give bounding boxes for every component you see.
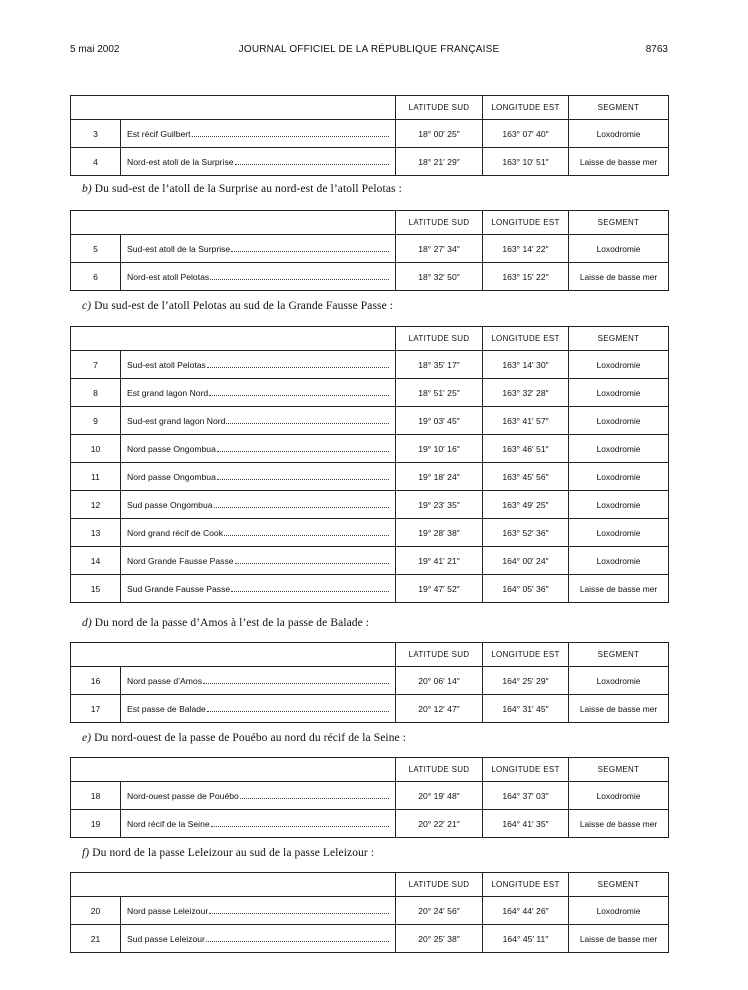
header-latitude: LATITUDE SUD [396, 211, 483, 235]
dotted-leader [231, 250, 389, 252]
point-number: 15 [71, 575, 121, 603]
header-segment: SEGMENT [569, 96, 669, 120]
table-row [71, 519, 669, 547]
point-description-cell [121, 120, 396, 148]
dotted-leader [203, 682, 389, 684]
point-description-cell [121, 351, 396, 379]
point-description-cell [121, 263, 396, 291]
longitude-value: 164° 00′ 24″ [483, 547, 569, 575]
point-description: Nord récif de la Seine [127, 818, 210, 829]
point-description-cell [121, 148, 396, 176]
point-description-cell [121, 782, 396, 810]
table-header-row [71, 758, 669, 782]
latitude-value: 20° 22′ 21″ [396, 810, 483, 838]
header-segment: SEGMENT [569, 327, 669, 351]
longitude-value: 163° 15′ 22″ [483, 263, 569, 291]
dotted-leader [224, 534, 389, 536]
latitude-value: 19° 18′ 24″ [396, 463, 483, 491]
header-longitude: LONGITUDE EST [483, 873, 569, 897]
table-header-row [71, 873, 669, 897]
segment-value: Loxodromie [569, 120, 669, 148]
point-description-cell [121, 491, 396, 519]
dotted-leader [226, 422, 389, 424]
latitude-value: 20° 25′ 38″ [396, 925, 483, 953]
longitude-value: 163° 41′ 57″ [483, 407, 569, 435]
longitude-value: 164° 45′ 11″ [483, 925, 569, 953]
latitude-value: 19° 23′ 35″ [396, 491, 483, 519]
segment-value: Loxodromie [569, 351, 669, 379]
segment-value: Loxodromie [569, 235, 669, 263]
header-latitude: LATITUDE SUD [396, 96, 483, 120]
table-row [71, 120, 669, 148]
point-description: Nord passe d’Amos [127, 675, 202, 686]
latitude-value: 18° 35′ 17″ [396, 351, 483, 379]
table-row [71, 547, 669, 575]
latitude-value: 18° 51′ 25″ [396, 379, 483, 407]
section-caption-text: Du nord-ouest de la passe de Pouébo au nord du récif de la Seine : [94, 732, 407, 744]
latitude-value: 19° 03′ 45″ [396, 407, 483, 435]
segment-value: Loxodromie [569, 379, 669, 407]
dotted-leader [206, 940, 389, 942]
coordinates-table [70, 326, 669, 603]
table-row [71, 435, 669, 463]
table-header-row [71, 211, 669, 235]
header-latitude: LATITUDE SUD [396, 873, 483, 897]
segment-value: Loxodromie [569, 897, 669, 925]
table-row [71, 782, 669, 810]
point-description: Nord grand récif de Cook [127, 527, 224, 538]
dotted-leader [210, 278, 389, 280]
header-latitude: LATITUDE SUD [396, 327, 483, 351]
segment-value: Loxodromie [569, 667, 669, 695]
latitude-value: 18° 32′ 50″ [396, 263, 483, 291]
point-number: 7 [71, 351, 121, 379]
table-row [71, 667, 669, 695]
point-description: Est passe de Balade [127, 703, 206, 714]
segment-value: Laisse de basse mer [569, 148, 669, 176]
dotted-leader [192, 135, 389, 137]
longitude-value: 164° 31′ 45″ [483, 695, 569, 723]
segment-value: Loxodromie [569, 407, 669, 435]
point-number: 5 [71, 235, 121, 263]
coordinates-table [70, 210, 669, 291]
point-description-cell [121, 695, 396, 723]
header-blank-cell [71, 643, 121, 667]
dotted-leader [217, 478, 389, 480]
header-longitude: LONGITUDE EST [483, 211, 569, 235]
table-row [71, 491, 669, 519]
point-description: Nord-est atoll Pelotas [127, 271, 210, 282]
segment-value: Loxodromie [569, 782, 669, 810]
section-letter: e) [82, 732, 92, 744]
table-header-row [71, 96, 669, 120]
point-number: 21 [71, 925, 121, 953]
section-caption-text: Du nord de la passe Leleizour au sud de la passe Leleizour : [92, 847, 375, 859]
dotted-leader [209, 912, 389, 914]
point-description-cell [121, 547, 396, 575]
header-latitude: LATITUDE SUD [396, 758, 483, 782]
segment-value: Laisse de basse mer [569, 263, 669, 291]
header-blank-cell [121, 96, 396, 120]
latitude-value: 20° 19′ 48″ [396, 782, 483, 810]
point-description-cell [121, 379, 396, 407]
longitude-value: 163° 14′ 22″ [483, 235, 569, 263]
point-description: Sud passe Ongombua [127, 499, 213, 510]
point-description-cell [121, 667, 396, 695]
dotted-leader [214, 506, 389, 508]
longitude-value: 164° 25′ 29″ [483, 667, 569, 695]
longitude-value: 163° 52′ 36″ [483, 519, 569, 547]
dotted-leader [231, 590, 389, 592]
table-header-row [71, 643, 669, 667]
header-journal-title: JOURNAL OFFICIEL DE LA RÉPUBLIQUE FRANÇAISE [238, 44, 500, 55]
point-number: 16 [71, 667, 121, 695]
point-description-cell [121, 897, 396, 925]
table-row [71, 810, 669, 838]
latitude-value: 20° 12′ 47″ [396, 695, 483, 723]
table-row [71, 463, 669, 491]
longitude-value: 164° 37′ 03″ [483, 782, 569, 810]
section-caption-text: Du nord de la passe d’Amos à l’est de la passe de Balade : [94, 617, 370, 629]
header-segment: SEGMENT [569, 643, 669, 667]
header-blank-cell [71, 211, 121, 235]
coordinates-table [70, 95, 669, 176]
section-caption [82, 183, 402, 195]
latitude-value: 20° 06′ 14″ [396, 667, 483, 695]
header-blank-cell [71, 873, 121, 897]
point-number: 18 [71, 782, 121, 810]
table-row [71, 407, 669, 435]
latitude-value: 19° 41′ 21″ [396, 547, 483, 575]
header-longitude: LONGITUDE EST [483, 643, 569, 667]
latitude-value: 20° 24′ 56″ [396, 897, 483, 925]
header-segment: SEGMENT [569, 873, 669, 897]
point-description: Nord passe Leleizour [127, 905, 209, 916]
point-description: Nord Grande Fausse Passe [127, 555, 234, 566]
segment-value: Loxodromie [569, 547, 669, 575]
point-description: Sud passe Leleizour [127, 933, 205, 944]
section-letter: b) [82, 183, 92, 195]
header-page-number: 8763 [645, 44, 668, 55]
longitude-value: 164° 05′ 36″ [483, 575, 569, 603]
point-description: Nord passe Ongombua [127, 471, 216, 482]
point-number: 8 [71, 379, 121, 407]
longitude-value: 163° 32′ 28″ [483, 379, 569, 407]
point-description-cell [121, 575, 396, 603]
header-segment: SEGMENT [569, 211, 669, 235]
point-description-cell [121, 435, 396, 463]
table-header-row [71, 327, 669, 351]
section-caption-text: Du sud-est de l’atoll Pelotas au sud de la Grande Fausse Passe : [94, 300, 394, 312]
longitude-value: 163° 46′ 51″ [483, 435, 569, 463]
point-description-cell [121, 925, 396, 953]
header-blank-cell [71, 96, 121, 120]
point-number: 19 [71, 810, 121, 838]
point-description: Est récif Guilbert [127, 128, 191, 139]
header-date: 5 mai 2002 [70, 44, 120, 55]
table-row [71, 351, 669, 379]
longitude-value: 163° 45′ 56″ [483, 463, 569, 491]
latitude-value: 19° 28′ 38″ [396, 519, 483, 547]
dotted-leader [240, 797, 389, 799]
point-description: Sud-est atoll de la Surprise [127, 243, 231, 254]
point-description: Sud-est atoll Pelotas [127, 359, 206, 370]
latitude-value: 18° 21′ 29″ [396, 148, 483, 176]
header-blank-cell [121, 758, 396, 782]
point-description: Nord-ouest passe de Pouébo [127, 790, 239, 801]
longitude-value: 163° 07′ 40″ [483, 120, 569, 148]
header-blank-cell [121, 211, 396, 235]
segment-value: Laisse de basse mer [569, 575, 669, 603]
coordinates-table [70, 642, 669, 723]
point-number: 20 [71, 897, 121, 925]
segment-value: Loxodromie [569, 491, 669, 519]
section-caption [82, 300, 393, 312]
page-header [70, 44, 668, 60]
header-latitude: LATITUDE SUD [396, 643, 483, 667]
longitude-value: 164° 44′ 26″ [483, 897, 569, 925]
table-row [71, 263, 669, 291]
point-number: 13 [71, 519, 121, 547]
dotted-leader [207, 366, 389, 368]
header-blank-cell [71, 327, 121, 351]
point-description-cell [121, 235, 396, 263]
section-caption [82, 847, 374, 859]
header-blank-cell [121, 327, 396, 351]
longitude-value: 163° 14′ 30″ [483, 351, 569, 379]
coordinates-table [70, 872, 669, 953]
dotted-leader [235, 163, 389, 165]
dotted-leader [217, 450, 389, 452]
table-row [71, 379, 669, 407]
header-blank-cell [121, 643, 396, 667]
header-blank-cell [71, 758, 121, 782]
segment-value: Loxodromie [569, 463, 669, 491]
table-row [71, 925, 669, 953]
segment-value: Loxodromie [569, 435, 669, 463]
point-description-cell [121, 463, 396, 491]
table-row [71, 897, 669, 925]
section-caption [82, 732, 406, 744]
dotted-leader [211, 825, 389, 827]
latitude-value: 19° 10′ 16″ [396, 435, 483, 463]
longitude-value: 163° 49′ 25″ [483, 491, 569, 519]
longitude-value: 163° 10′ 51″ [483, 148, 569, 176]
segment-value: Laisse de basse mer [569, 695, 669, 723]
point-description-cell [121, 810, 396, 838]
table-row [71, 695, 669, 723]
point-number: 9 [71, 407, 121, 435]
point-number: 3 [71, 120, 121, 148]
table-row [71, 148, 669, 176]
section-letter: c) [82, 300, 92, 312]
point-number: 12 [71, 491, 121, 519]
table-row [71, 575, 669, 603]
dotted-leader [235, 562, 389, 564]
point-description: Nord passe Ongombua [127, 443, 216, 454]
coordinates-table [70, 757, 669, 838]
point-description: Nord-est atoll de la Surprise [127, 156, 234, 167]
section-letter: f) [82, 847, 90, 859]
point-description: Est grand lagon Nord [127, 387, 209, 398]
dotted-leader [209, 394, 389, 396]
point-description: Sud Grande Fausse Passe [127, 583, 231, 594]
dotted-leader [207, 710, 389, 712]
longitude-value: 164° 41′ 35″ [483, 810, 569, 838]
latitude-value: 18° 27′ 34″ [396, 235, 483, 263]
header-blank-cell [121, 873, 396, 897]
table-row [71, 235, 669, 263]
section-caption-text: Du sud-est de l’atoll de la Surprise au nord-est de l’atoll Pelotas : [94, 183, 402, 195]
latitude-value: 18° 00′ 25″ [396, 120, 483, 148]
point-number: 6 [71, 263, 121, 291]
segment-value: Loxodromie [569, 519, 669, 547]
section-caption [82, 617, 369, 629]
point-number: 4 [71, 148, 121, 176]
section-letter: d) [82, 617, 92, 629]
point-number: 11 [71, 463, 121, 491]
header-longitude: LONGITUDE EST [483, 758, 569, 782]
segment-value: Laisse de basse mer [569, 925, 669, 953]
segment-value: Laisse de basse mer [569, 810, 669, 838]
header-longitude: LONGITUDE EST [483, 96, 569, 120]
point-number: 14 [71, 547, 121, 575]
point-number: 17 [71, 695, 121, 723]
header-segment: SEGMENT [569, 758, 669, 782]
point-description-cell [121, 407, 396, 435]
point-description: Sud-est grand lagon Nord [127, 415, 226, 426]
point-number: 10 [71, 435, 121, 463]
header-longitude: LONGITUDE EST [483, 327, 569, 351]
point-description-cell [121, 519, 396, 547]
latitude-value: 19° 47′ 52″ [396, 575, 483, 603]
